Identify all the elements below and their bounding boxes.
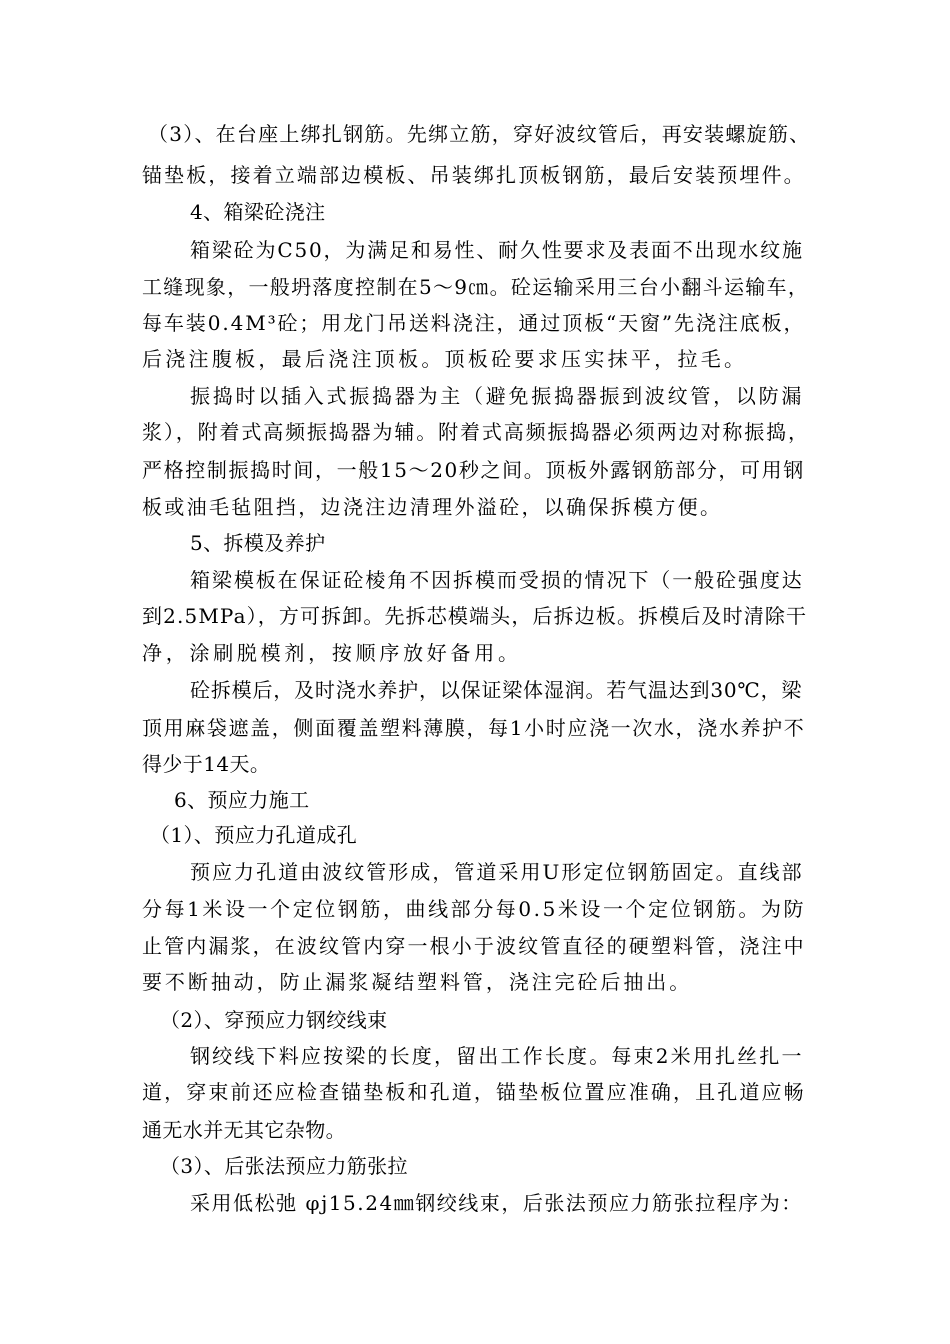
text-line: 后浇注腹板，最后浇注顶板。顶板砼要求压实抹平，拉毛。: [142, 347, 748, 371]
text-line: 道，穿束前还应检查锚垫板和孔道，锚垫板位置应准确，且孔道应畅: [142, 1080, 806, 1104]
text-line: 振捣时以插入式振捣器为主（避免振捣器振到波纹管，以防漏: [190, 384, 805, 408]
text-line: 分每1米设一个定位钢筋，曲线部分每0.5米设一个定位钢筋。为防: [142, 897, 807, 921]
text-line: 每车装0.4M³砼；用龙门吊送料浇注，通过顶板“天窗”先浇注底板，: [142, 311, 806, 335]
text-line: 严格控制振捣时间，一般15～20秒之间。顶板外露钢筋部分，可用钢: [142, 458, 805, 482]
text-line: 箱梁模板在保证砼棱角不因拆模而受损的情况下（一般砼强度达: [190, 568, 804, 592]
text-line: 得少于14天。: [142, 752, 271, 776]
section-heading: 4、箱梁砼浇注: [190, 200, 326, 224]
text-line: （3）、在台座上绑扎钢筋。先绑立筋，穿好波纹管后，再安装螺旋筋、: [148, 122, 811, 146]
text-line: 到2.5MPa），方可拆卸。先拆芯模端头，后拆边板。拆模后及时清除干: [142, 604, 808, 628]
text-line: 板或油毛毡阻挡，边浇注边清理外溢砼，以确保拆模方便。: [142, 495, 723, 519]
section-heading: 5、拆模及养护: [190, 531, 326, 555]
text-line: 通无水并无其它杂物。: [142, 1118, 346, 1142]
text-line: 砼拆模后，及时浇水养护，以保证梁体湿润。若气温达到30℃，梁: [190, 678, 803, 702]
text-line: 锚垫板，接着立端部边模板、吊装绑扎顶板钢筋，最后安装预埋件。: [142, 163, 806, 187]
text-line: 要不断抽动，防止漏浆凝结塑料管，浇注完砼后抽出。: [142, 970, 693, 994]
text-line: 工缝现象，一般坍落度控制在5～9㎝。砼运输采用三台小翻斗运输车，: [142, 275, 810, 299]
text-line: 净，涂刷脱模剂，按顺序放好备用。: [142, 641, 522, 665]
section-heading: 6、预应力施工: [174, 788, 310, 812]
subsection-heading: （3）、后张法预应力筋张拉: [160, 1154, 408, 1178]
text-line: 采用低松弛 φj15.24㎜钢绞线束，后张法预应力筋张拉程序为：: [190, 1191, 803, 1215]
text-line: 止管内漏浆，在波纹管内穿一根小于波纹管直径的硬塑料管，浇注中: [142, 934, 806, 958]
text-line: 浆），附着式高频振捣器为辅。附着式高频振捣器必须两边对称振捣，: [142, 420, 810, 444]
text-line: 钢绞线下料应按梁的长度，留出工作长度。每束2米用扎丝扎一: [190, 1044, 804, 1068]
subsection-heading: （2）、穿预应力钢绞线束: [160, 1008, 388, 1032]
text-line: 箱梁砼为C50，为满足和易性、耐久性要求及表面不出现水纹施: [190, 238, 804, 262]
subsection-heading: （1）、预应力孔道成孔: [150, 823, 358, 847]
text-line: 顶用麻袋遮盖，侧面覆盖塑料薄膜，每1小时应浇一次水，浇水养护不: [142, 716, 806, 740]
text-line: 预应力孔道由波纹管形成，管道采用U形定位钢筋固定。直线部: [190, 860, 804, 884]
